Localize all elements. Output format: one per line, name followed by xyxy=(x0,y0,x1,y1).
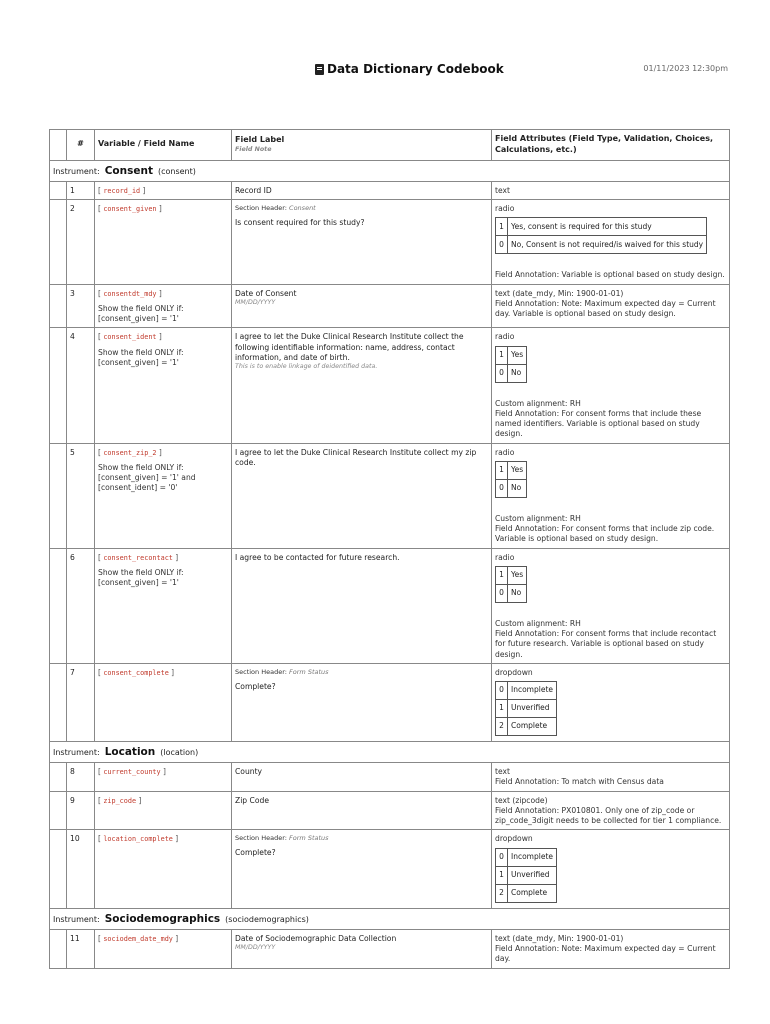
field-attributes-cell xyxy=(492,284,730,328)
choice-label: Incomplete xyxy=(508,682,557,700)
choice-row xyxy=(496,364,527,382)
choice-label: No xyxy=(508,479,527,497)
attribute-line: Field Annotation: To match with Census data xyxy=(495,777,664,787)
instrument-key: (sociodemographics) xyxy=(225,914,309,924)
attribute-line: Custom alignment: RH xyxy=(495,398,581,408)
choice-code: 1 xyxy=(496,461,508,479)
field-number: 9 xyxy=(67,791,95,830)
branching-logic xyxy=(98,463,228,494)
choice-row xyxy=(496,479,527,497)
attribute-spacer xyxy=(495,605,726,619)
field-label: Complete? xyxy=(235,848,276,858)
section-header xyxy=(235,204,488,213)
field-attributes-cell xyxy=(492,830,730,908)
branching-condition: [consent_given] = '1' xyxy=(98,578,179,588)
variable-name: consent_complete xyxy=(103,668,169,677)
instrument-row xyxy=(50,908,730,929)
field-row xyxy=(50,791,730,830)
choice-code: 0 xyxy=(496,479,508,497)
field-label: Date of Consent xyxy=(235,288,297,298)
attribute-line: text xyxy=(495,185,510,195)
instrument-cell xyxy=(50,908,730,929)
field-blank-cell xyxy=(50,284,67,328)
field-row xyxy=(50,929,730,968)
field-variable-cell xyxy=(95,763,232,792)
codebook-body xyxy=(50,160,730,968)
variable-name: record_id xyxy=(103,186,141,195)
variable-bracket-close: ] xyxy=(156,204,162,214)
section-header xyxy=(235,668,488,677)
choices-table xyxy=(495,681,557,736)
attribute-line: Field Annotation: PX010801. Only one of zip_code or zip_code_3digit needs to be collected for tier 1 compliance. xyxy=(495,805,722,826)
field-variable-cell xyxy=(95,830,232,908)
choices-table xyxy=(495,461,527,498)
export-timestamp: 01/11/2023 12:30pm xyxy=(643,64,728,73)
field-type: radio xyxy=(495,204,515,214)
variable-line xyxy=(98,934,228,944)
choice-row xyxy=(496,346,527,364)
variable-line xyxy=(98,834,228,844)
variable-name: current_county xyxy=(103,768,161,777)
branching-prefix: Show the field ONLY if: xyxy=(98,462,184,472)
instrument-key: (location) xyxy=(160,748,199,758)
field-row xyxy=(50,830,730,908)
choice-row xyxy=(496,718,557,736)
variable-name: consent_ident xyxy=(103,333,157,342)
choice-row xyxy=(496,218,707,236)
page-title-text: Data Dictionary Codebook xyxy=(327,62,504,76)
attribute-line: Custom alignment: RH xyxy=(495,618,581,628)
choice-label: Complete xyxy=(508,718,557,736)
choice-label: Unverified xyxy=(508,700,557,718)
instrument-cell xyxy=(50,742,730,763)
choice-label: No, Consent is not required/is waived for this study xyxy=(508,236,707,254)
variable-line xyxy=(98,448,228,458)
choice-row xyxy=(496,682,557,700)
attribute-line: Field Annotation: Variable is optional based on study design. xyxy=(495,270,725,280)
field-blank-cell xyxy=(50,763,67,792)
variable-bracket-close: ] xyxy=(168,667,175,677)
section-header-prefix: Section Header: xyxy=(235,204,287,213)
attribute-line: text (zipcode) xyxy=(495,795,548,805)
field-attributes-cell xyxy=(492,548,730,663)
field-blank-cell xyxy=(50,200,67,285)
field-blank-cell xyxy=(50,548,67,663)
field-blank-cell xyxy=(50,791,67,830)
branching-prefix: Show the field ONLY if: xyxy=(98,303,184,313)
field-variable-cell xyxy=(95,548,232,663)
variable-line xyxy=(98,289,228,299)
section-header-name: Form Status xyxy=(289,834,329,843)
field-row xyxy=(50,284,730,328)
attribute-line: Field Annotation: Note: Maximum expected day = Current day. xyxy=(495,944,716,964)
section-header-name: Form Status xyxy=(289,667,329,676)
field-variable-cell xyxy=(95,284,232,328)
field-label: Complete? xyxy=(235,681,276,691)
variable-bracket-open: [ xyxy=(98,185,104,195)
field-number: 11 xyxy=(67,929,95,968)
variable-bracket-open: [ xyxy=(98,288,104,298)
field-number: 5 xyxy=(67,443,95,548)
branching-logic xyxy=(98,304,228,325)
choice-label: Incomplete xyxy=(508,848,557,866)
variable-bracket-open: [ xyxy=(98,447,104,457)
variable-bracket-open: [ xyxy=(98,332,104,342)
attribute-spacer xyxy=(495,385,726,399)
variable-name: location_complete xyxy=(103,835,173,844)
choice-code: 0 xyxy=(496,682,508,700)
section-header-prefix: Section Header: xyxy=(235,667,287,676)
instrument-key: (consent) xyxy=(157,166,196,176)
field-type: dropdown xyxy=(495,834,533,844)
field-row xyxy=(50,663,730,741)
field-number: 6 xyxy=(67,548,95,663)
field-label: I agree to be contacted for future research. xyxy=(235,552,400,562)
variable-bracket-open: [ xyxy=(98,204,104,214)
field-number: 3 xyxy=(67,284,95,328)
branching-prefix: Show the field ONLY if: xyxy=(98,347,184,357)
attribute-line: Field Annotation: For consent forms that include these named identifiers. Variable is optional based on study design. xyxy=(495,408,702,439)
variable-name: sociodem_date_mdy xyxy=(103,934,173,943)
field-row xyxy=(50,443,730,548)
field-label: Is consent required for this study? xyxy=(235,217,365,227)
variable-bracket-close: ] xyxy=(136,795,142,805)
instrument-prefix: Instrument: xyxy=(53,748,100,758)
branching-condition: [consent_given] = '1' and [consent_ident] = '0' xyxy=(98,473,196,493)
choice-label: Yes xyxy=(508,346,527,364)
header-blank xyxy=(50,130,67,161)
choice-code: 1 xyxy=(496,866,508,884)
field-label-cell xyxy=(232,763,492,792)
field-attributes-cell xyxy=(492,791,730,830)
field-row xyxy=(50,200,730,285)
choice-label: Complete xyxy=(508,884,557,902)
section-header-prefix: Section Header: xyxy=(235,834,287,843)
field-label-cell xyxy=(232,181,492,199)
page-header xyxy=(0,58,770,80)
field-label-cell xyxy=(232,200,492,285)
field-label: I agree to let the Duke Clinical Research Institute collect the following identifiable information: name, address, contact information, and date of birth. xyxy=(235,332,464,362)
field-row xyxy=(50,548,730,663)
field-type: radio xyxy=(495,552,515,562)
book-icon xyxy=(315,64,324,75)
choice-code: 1 xyxy=(496,218,508,236)
choices-table xyxy=(495,848,557,903)
attribute-line: Field Annotation: For consent forms that include recontact for future research. Variable is optional based on study design. xyxy=(495,629,717,659)
instrument-prefix: Instrument: xyxy=(53,914,100,924)
field-type: dropdown xyxy=(495,667,533,677)
choices-table xyxy=(495,346,527,383)
choice-row xyxy=(496,584,527,602)
variable-line xyxy=(98,553,228,563)
choice-label: Yes xyxy=(508,461,527,479)
field-label-cell xyxy=(232,548,492,663)
page-title xyxy=(315,61,504,77)
header-row xyxy=(50,130,730,161)
field-label: County xyxy=(235,767,263,777)
field-number: 4 xyxy=(67,328,95,443)
field-variable-cell xyxy=(95,200,232,285)
variable-name: consent_given xyxy=(103,205,157,214)
field-label-cell xyxy=(232,663,492,741)
variable-bracket-close: ] xyxy=(156,288,162,298)
field-attributes-cell xyxy=(492,663,730,741)
variable-bracket-close: ] xyxy=(172,552,179,562)
attribute-spacer xyxy=(495,256,726,270)
field-blank-cell xyxy=(50,181,67,199)
instrument-cell xyxy=(50,160,730,181)
choice-code: 0 xyxy=(496,364,508,382)
variable-name: consent_recontact xyxy=(103,553,173,562)
variable-name: consent_zip_2 xyxy=(103,448,157,457)
field-row xyxy=(50,763,730,792)
choice-code: 0 xyxy=(496,236,508,254)
instrument-row xyxy=(50,742,730,763)
field-blank-cell xyxy=(50,443,67,548)
field-attributes-cell xyxy=(492,443,730,548)
choice-code: 2 xyxy=(496,884,508,902)
choice-row xyxy=(496,884,557,902)
section-header xyxy=(235,834,488,843)
choice-label: No xyxy=(508,364,527,382)
variable-bracket-close: ] xyxy=(140,185,146,195)
choice-row xyxy=(496,848,557,866)
field-label: Zip Code xyxy=(235,795,269,805)
variable-line xyxy=(98,332,228,342)
field-number: 8 xyxy=(67,763,95,792)
field-row xyxy=(50,181,730,199)
branching-logic xyxy=(98,568,228,589)
choice-code: 0 xyxy=(496,584,508,602)
field-label: I agree to let the Duke Clinical Research Institute collect my zip code. xyxy=(235,447,477,467)
field-blank-cell xyxy=(50,929,67,968)
header-variable: Variable / Field Name xyxy=(95,130,232,161)
field-type: radio xyxy=(495,447,515,457)
variable-line xyxy=(98,668,228,678)
field-row xyxy=(50,328,730,443)
field-label-cell xyxy=(232,443,492,548)
choice-code: 2 xyxy=(496,718,508,736)
attribute-spacer xyxy=(495,500,726,514)
header-attributes: Field Attributes (Field Type, Validation, Choices, Calculations, etc.) xyxy=(492,130,730,161)
field-variable-cell xyxy=(95,328,232,443)
field-label-cell xyxy=(232,929,492,968)
field-number: 1 xyxy=(67,181,95,199)
choice-row xyxy=(496,461,527,479)
variable-line xyxy=(98,186,228,196)
field-variable-cell xyxy=(95,663,232,741)
field-blank-cell xyxy=(50,328,67,443)
attribute-line: text (date_mdy, Min: 1900-01-01) xyxy=(495,933,624,943)
choice-code: 1 xyxy=(496,700,508,718)
choices-table xyxy=(495,217,707,254)
variable-line xyxy=(98,796,228,806)
attribute-line: text xyxy=(495,767,510,777)
branching-logic xyxy=(98,348,228,369)
field-label: Date of Sociodemographic Data Collection xyxy=(235,933,397,943)
field-note: This is to enable linkage of deidentified data. xyxy=(235,363,378,371)
variable-bracket-open: [ xyxy=(98,667,104,677)
field-label-cell xyxy=(232,791,492,830)
variable-line xyxy=(98,204,228,214)
field-blank-cell xyxy=(50,663,67,741)
field-type: radio xyxy=(495,332,515,342)
field-number: 7 xyxy=(67,663,95,741)
variable-bracket-close: ] xyxy=(156,447,162,457)
attribute-line: Custom alignment: RH xyxy=(495,513,581,523)
header-label xyxy=(232,130,492,161)
variable-bracket-open: [ xyxy=(98,933,104,943)
variable-bracket-open: [ xyxy=(98,767,104,777)
field-variable-cell xyxy=(95,443,232,548)
field-blank-cell xyxy=(50,830,67,908)
field-label-cell xyxy=(232,284,492,328)
field-label-cell xyxy=(232,328,492,443)
variable-name: consentdt_mdy xyxy=(103,289,157,298)
field-variable-cell xyxy=(95,791,232,830)
variable-bracket-close: ] xyxy=(160,767,166,777)
variable-bracket-close: ] xyxy=(172,834,179,844)
branching-condition: [consent_given] = '1' xyxy=(98,314,179,324)
field-number: 10 xyxy=(67,830,95,908)
section-header-name: Consent xyxy=(289,204,316,213)
choices-table xyxy=(495,566,527,603)
field-label: Record ID xyxy=(235,185,272,195)
attribute-line: Field Annotation: Note: Maximum expected day = Current day. Variable is optional based on study design. xyxy=(495,298,716,319)
attribute-line: Field Annotation: For consent forms that include zip code. Variable is optional based on study design. xyxy=(495,524,715,544)
variable-line xyxy=(98,767,228,777)
instrument-row xyxy=(50,160,730,181)
choice-code: 1 xyxy=(496,346,508,364)
field-variable-cell xyxy=(95,181,232,199)
field-attributes-cell xyxy=(492,181,730,199)
choice-label: Unverified xyxy=(508,866,557,884)
choice-row xyxy=(496,700,557,718)
choice-row xyxy=(496,566,527,584)
field-note: MM/DD/YYYY xyxy=(235,298,276,306)
branching-prefix: Show the field ONLY if: xyxy=(98,567,184,577)
header-label-text: Field Label xyxy=(235,135,285,145)
field-number: 2 xyxy=(67,200,95,285)
codebook-table xyxy=(49,129,730,969)
header-num: # xyxy=(67,130,95,161)
variable-bracket-close: ] xyxy=(156,332,162,342)
choice-code: 0 xyxy=(496,848,508,866)
header-label-note: Field Note xyxy=(235,145,272,153)
variable-bracket-open: [ xyxy=(98,795,104,805)
instrument-prefix: Instrument: xyxy=(53,166,100,176)
variable-bracket-open: [ xyxy=(98,552,104,562)
variable-name: zip_code xyxy=(103,796,137,805)
choice-row xyxy=(496,236,707,254)
choice-label: Yes xyxy=(508,566,527,584)
field-attributes-cell xyxy=(492,328,730,443)
instrument-name: Location xyxy=(104,746,156,759)
field-attributes-cell xyxy=(492,200,730,285)
instrument-name: Sociodemographics xyxy=(104,912,221,925)
choice-row xyxy=(496,866,557,884)
branching-condition: [consent_given] = '1' xyxy=(98,357,179,367)
choice-label: No xyxy=(508,584,527,602)
field-variable-cell xyxy=(95,929,232,968)
choice-code: 1 xyxy=(496,566,508,584)
variable-bracket-close: ] xyxy=(172,933,179,943)
attribute-line: text (date_mdy, Min: 1900-01-01) xyxy=(495,288,624,298)
field-attributes-cell xyxy=(492,763,730,792)
field-note: MM/DD/YYYY xyxy=(235,944,276,952)
field-label-cell xyxy=(232,830,492,908)
choice-label: Yes, consent is required for this study xyxy=(508,218,707,236)
instrument-name: Consent xyxy=(104,164,153,177)
field-attributes-cell xyxy=(492,929,730,968)
variable-bracket-open: [ xyxy=(98,834,104,844)
